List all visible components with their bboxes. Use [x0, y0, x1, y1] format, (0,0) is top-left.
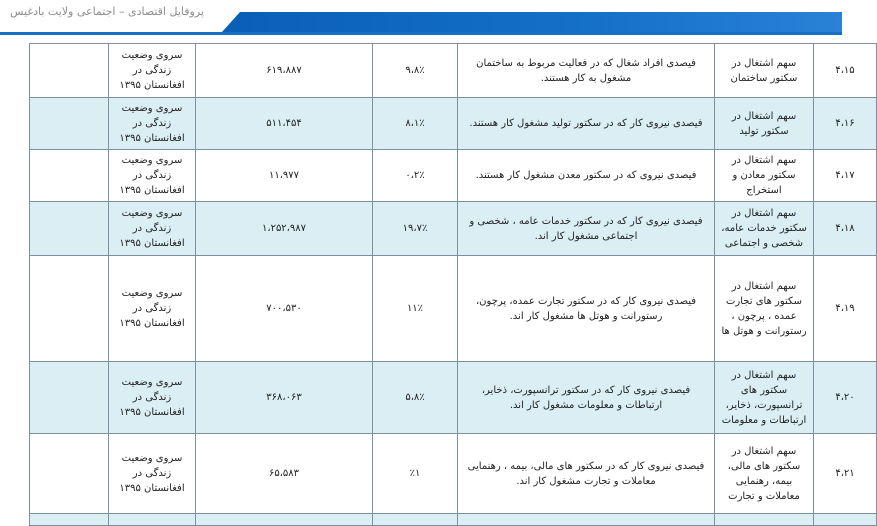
- code-cell: ۴،۱۹: [814, 256, 877, 362]
- table-row: [30, 256, 877, 362]
- description-cell: فیصدی نیروی کار که در سکتور های مالی، بیمه ، رهنمایی معاملات و تجارت مشغول کار اند.: [458, 434, 715, 514]
- number-cell: ۳۶۸،۰۶۳: [196, 362, 373, 434]
- code-cell: ۴،۲۱: [814, 434, 877, 514]
- indicators-table: [29, 43, 877, 526]
- description-cell: فیصدی نیروی کار که در سکتور خدمات عامه ، شخصی و اجتماعی مشغول کار اند.: [458, 202, 715, 256]
- indicator-cell: سهم اشتغال در سکتور های ترانسپورت، ذخایر، ارتباطات و معلومات: [715, 362, 814, 434]
- source-cell: سروی وضعیت زندگی در افغانستان ۱۳۹۵: [109, 256, 196, 362]
- table-row: [30, 98, 877, 150]
- indicator-cell: سهم اشتغال در سکتور های مالی، بیمه، رهنمایی معاملات و تجارت: [715, 434, 814, 514]
- percent-cell: ۱۱٪: [373, 256, 458, 362]
- indicator-cell: سهم اشتغال در سکتور خدمات عامه، شخصی و اجتماعی: [715, 202, 814, 256]
- number-cell: ۱۱،۹۷۷: [196, 150, 373, 202]
- empty-cell: [30, 256, 109, 362]
- source-cell: سروی وضعیت زندگی در افغانستان ۱۳۹۵: [109, 434, 196, 514]
- percent-cell: ٪۱: [373, 434, 458, 514]
- number-cell: ۶۵،۵۸۳: [196, 434, 373, 514]
- source-cell: سروی وضعیت زندگی در افغانستان ۱۳۹۵: [109, 202, 196, 256]
- empty-cell: [30, 202, 109, 256]
- empty-cell: [715, 514, 814, 526]
- table-row: [30, 44, 877, 98]
- percent-cell: ۹،۸٪: [373, 44, 458, 98]
- number-cell: ۱،۲۵۲،۹۸۷: [196, 202, 373, 256]
- percent-cell: ۵،۸٪: [373, 362, 458, 434]
- code-cell: ۴،۱۷: [814, 150, 877, 202]
- header-bar: [222, 12, 842, 32]
- description-cell: فیصدی نیروی که در سکتور معدن مشغول کار هستند.: [458, 150, 715, 202]
- indicator-cell: سهم اشتغال در سکتور های تجارت عمده ، پرچون ، رستورانت و هوتل ها: [715, 256, 814, 362]
- empty-cell: [30, 44, 109, 98]
- table-row: [30, 434, 877, 514]
- indicator-cell: سهم اشتغال در سکتور معادن و استخراج: [715, 150, 814, 202]
- table-row: [30, 514, 877, 526]
- table-row: [30, 202, 877, 256]
- code-cell: ۴،۱۵: [814, 44, 877, 98]
- indicator-cell: سهم اشتغال در سکتور ساختمان: [715, 44, 814, 98]
- table-row: [30, 150, 877, 202]
- empty-cell: [814, 514, 877, 526]
- header-title: پروفایل اقتصادی – اجتماعی ولایت بادغیس: [10, 5, 204, 18]
- number-cell: ۵۱۱،۴۵۴: [196, 98, 373, 150]
- source-cell: سروی وضعیت زندگی در افغانستان ۱۳۹۵: [109, 362, 196, 434]
- code-cell: ۴،۱۶: [814, 98, 877, 150]
- header-stripe: [0, 32, 842, 35]
- empty-cell: [458, 514, 715, 526]
- empty-cell: [30, 362, 109, 434]
- page-header: [0, 0, 842, 36]
- table-row: [30, 362, 877, 434]
- percent-cell: ۸،۱٪: [373, 98, 458, 150]
- source-cell: سروی وضعیت زندگی در افغانستان ۱۳۹۵: [109, 98, 196, 150]
- empty-cell: [30, 98, 109, 150]
- empty-cell: [30, 434, 109, 514]
- empty-cell: [109, 514, 196, 526]
- description-cell: فیصدی نیروی کار که در سکتور تجارت عمده، پرچون، رستورانت و هوتل ها مشغول کار اند.: [458, 256, 715, 362]
- percent-cell: ۱۹،۷٪: [373, 202, 458, 256]
- description-cell: فیصدی نیروی کار که در سکتور تولید مشغول کار هستند.: [458, 98, 715, 150]
- indicator-cell: سهم اشتغال در سکتور تولید: [715, 98, 814, 150]
- description-cell: فیصدی افراد شغال که در فعالیت مربوط به ساختمان مشغول به کار هستند.: [458, 44, 715, 98]
- empty-cell: [30, 150, 109, 202]
- empty-cell: [196, 514, 373, 526]
- percent-cell: ۰،۲٪: [373, 150, 458, 202]
- description-cell: فیصدی نیروی کار که در سکتور ترانسپورت، ذخایر، ارتباطات و معلومات مشغول کار اند.: [458, 362, 715, 434]
- number-cell: ۶۱۹،۸۸۷: [196, 44, 373, 98]
- source-cell: سروی وضعیت زندگی در افغانستان ۱۳۹۵: [109, 44, 196, 98]
- code-cell: ۴،۱۸: [814, 202, 877, 256]
- empty-cell: [30, 514, 109, 526]
- code-cell: ۴،۲۰: [814, 362, 877, 434]
- number-cell: ۷۰۰،۵۳۰: [196, 256, 373, 362]
- source-cell: سروی وضعیت زندگی در افغانستان ۱۳۹۵: [109, 150, 196, 202]
- empty-cell: [373, 514, 458, 526]
